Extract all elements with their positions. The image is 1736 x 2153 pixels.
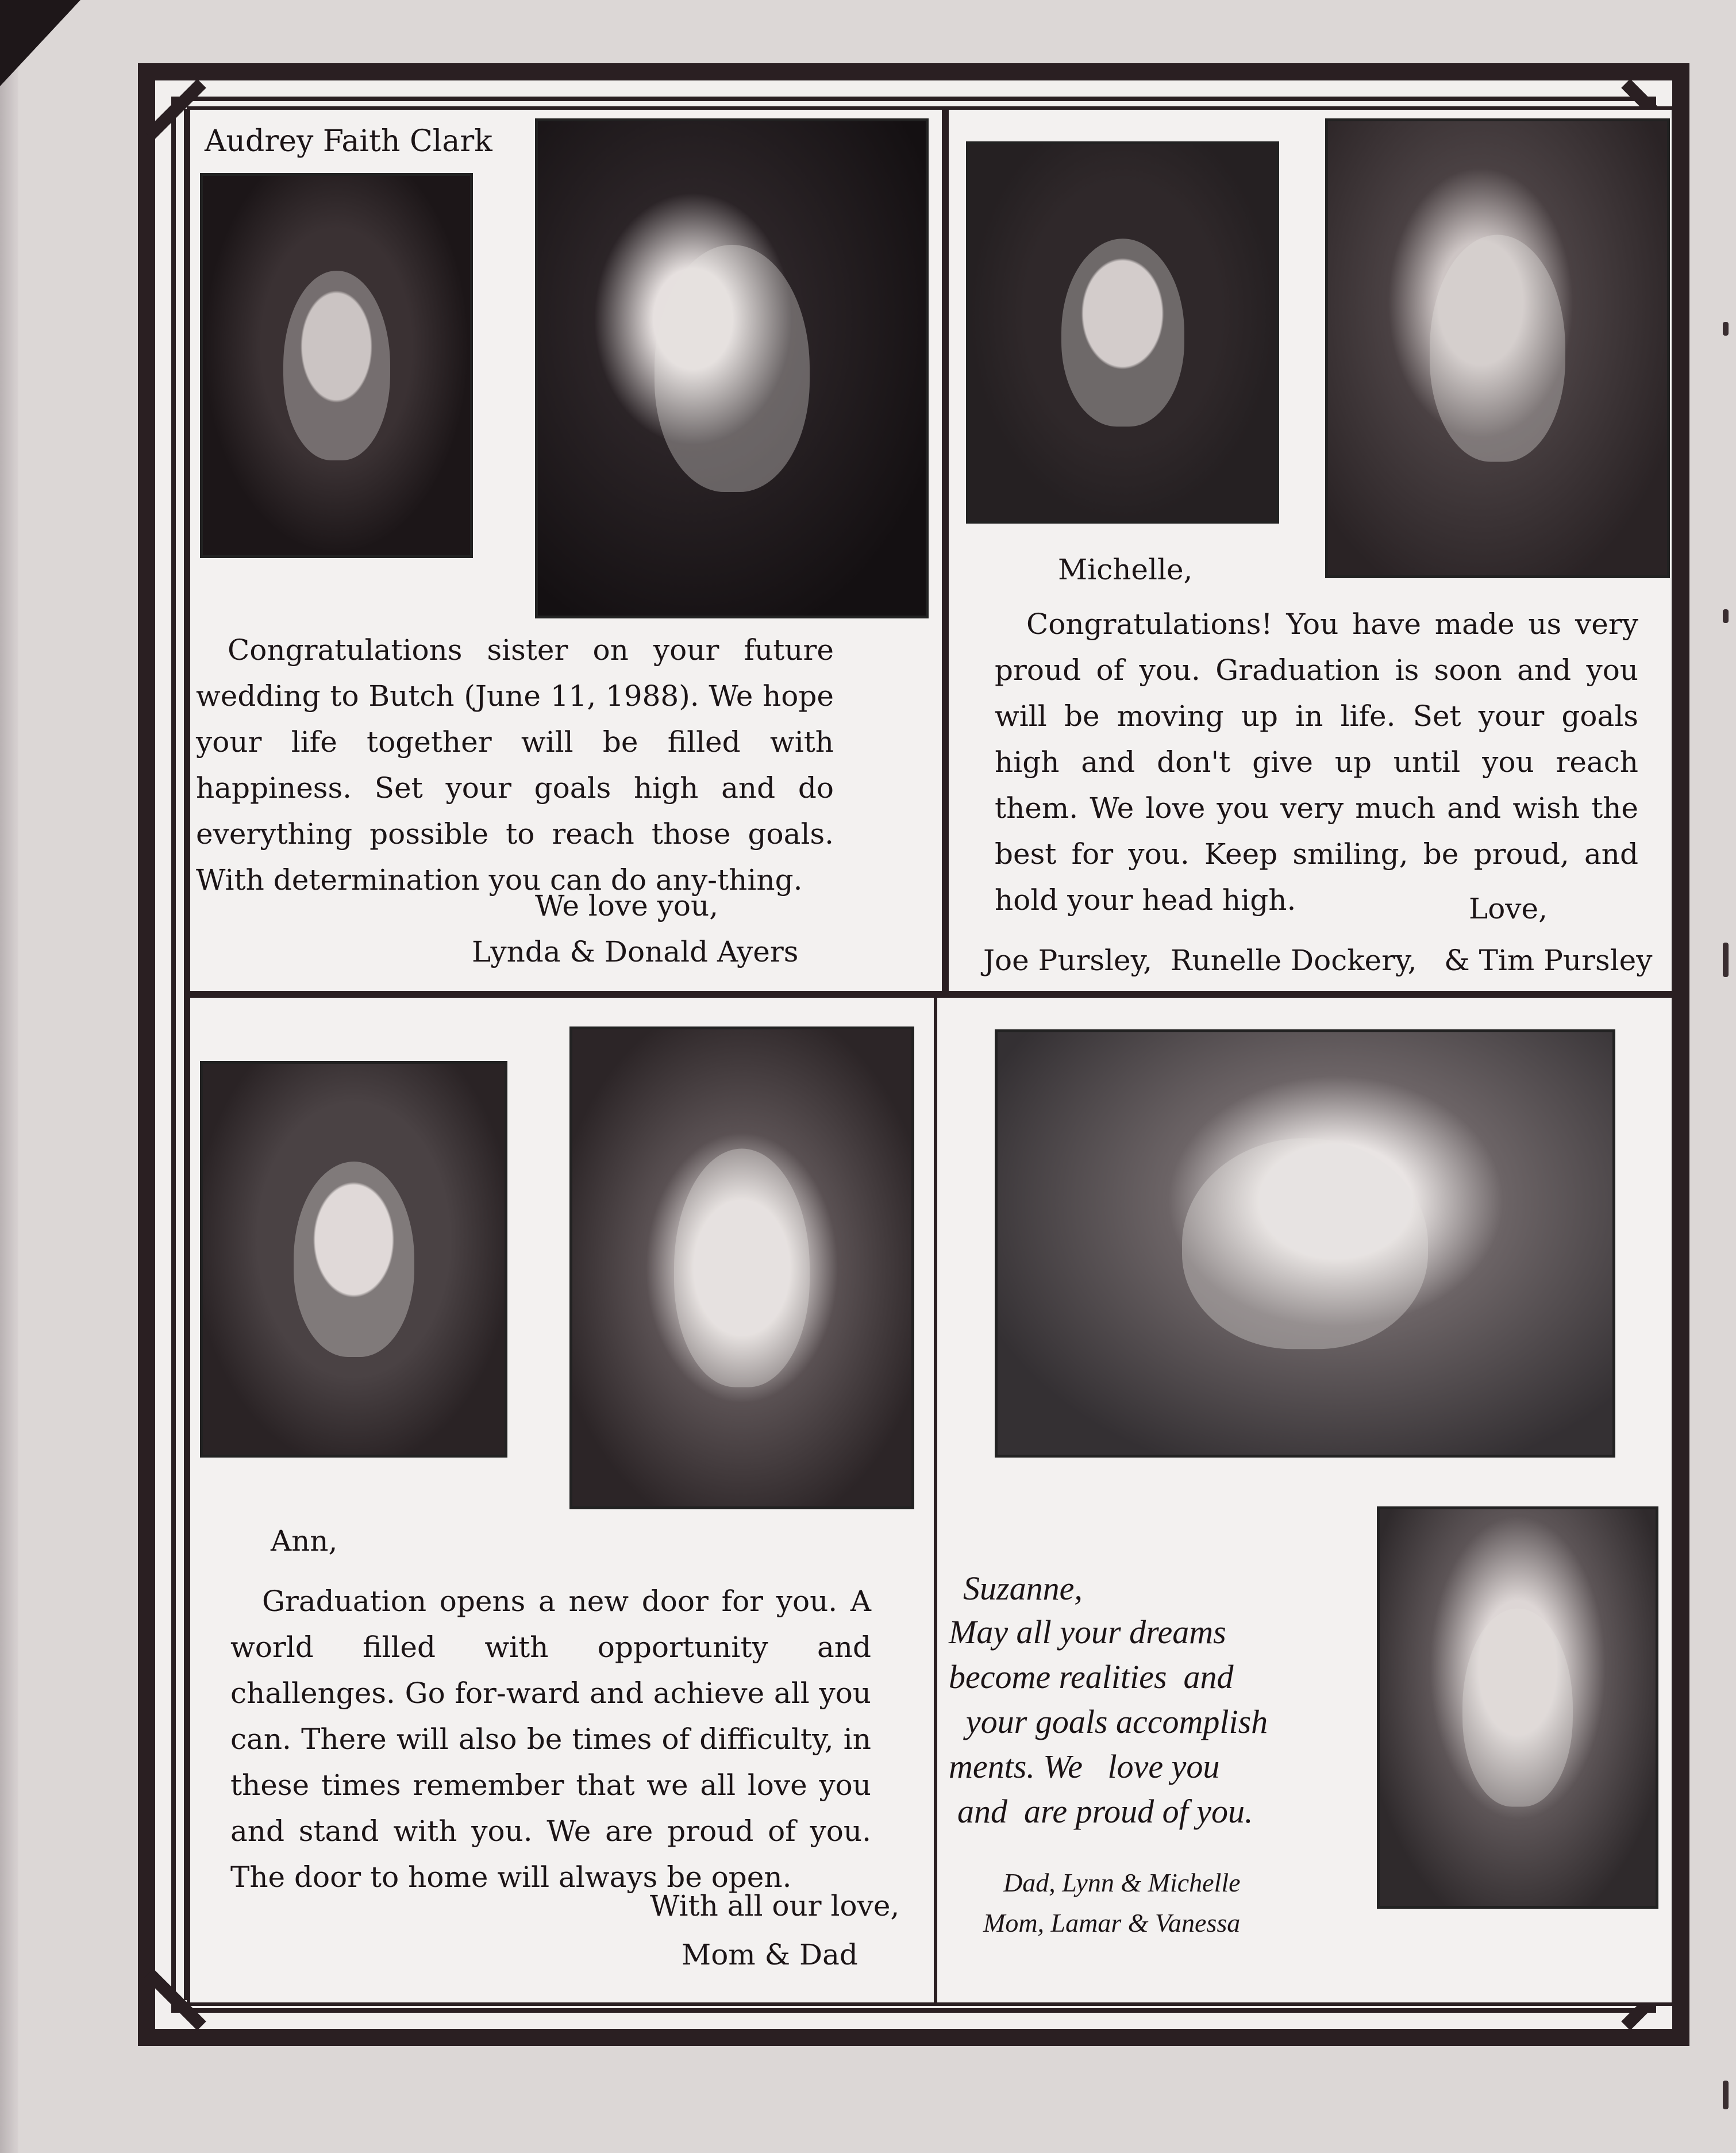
portrait-figure bbox=[1061, 239, 1184, 427]
message-line: ments. We love you bbox=[949, 1748, 1220, 1785]
closing-text: We love you, bbox=[535, 889, 719, 922]
message-text: Congratulations! You have made us very proud of you. Graduation is soon and you will be moving up in life. Set your goals high and don't give up until you reach them. We love you very much and wish the best for you. Keep smiling, be proud, and hold your head high. bbox=[995, 608, 1638, 917]
message-text: Congratulations sister on your future wedding to Butch (June 11, 1988). We hope your life together will be filled with happiness. Set your goals high and do everything possible to reach those goals. With determination you can do any-thing. bbox=[196, 633, 834, 897]
scan-corner bbox=[0, 0, 80, 86]
child-figure bbox=[1462, 1609, 1573, 1807]
seated-photo bbox=[569, 1026, 914, 1509]
couple-photo bbox=[1325, 118, 1670, 578]
portrait-photo bbox=[200, 173, 473, 558]
salutation-text: Ann, bbox=[271, 1524, 338, 1558]
panel-title: Audrey Faith Clark bbox=[205, 124, 492, 159]
closing-text: With all our love, bbox=[650, 1889, 900, 1923]
couple-figure bbox=[1430, 235, 1565, 462]
portrait-figure bbox=[294, 1162, 414, 1357]
seated-figure bbox=[674, 1149, 810, 1387]
scan-mark bbox=[1723, 322, 1729, 336]
message-line: May all your dreams bbox=[949, 1613, 1226, 1651]
message-line: your goals accomplish bbox=[966, 1703, 1268, 1740]
signature-line: Mom, Lamar & Vanessa bbox=[983, 1908, 1241, 1937]
salutation-text: Suzanne, bbox=[963, 1570, 1083, 1607]
couple-figure bbox=[655, 245, 810, 492]
portrait-photo bbox=[966, 141, 1279, 524]
signature-line: Dad, Lynn & Michelle bbox=[1003, 1868, 1241, 1897]
closing-text: Love, bbox=[1469, 892, 1548, 925]
scan-mark bbox=[1723, 2081, 1729, 2109]
child-photo bbox=[1377, 1506, 1658, 1909]
panel-suzanne bbox=[934, 994, 1675, 2006]
panel-michelle bbox=[945, 106, 1675, 994]
scan-mark bbox=[1723, 943, 1729, 977]
salutation-text: Michelle, bbox=[1058, 553, 1193, 586]
panel-audrey bbox=[187, 106, 945, 994]
signature-text: Lynda & Donald Ayers bbox=[472, 935, 799, 968]
signature-text: Joe Pursley, Runelle Dockery, & Tim Pursley bbox=[983, 944, 1653, 977]
outdoor-photo bbox=[995, 1029, 1615, 1458]
message-line: and are proud of you. bbox=[957, 1793, 1253, 1830]
message-line: become realities and bbox=[949, 1658, 1234, 1696]
panel-ann bbox=[187, 994, 945, 2006]
portrait-photo bbox=[200, 1061, 507, 1458]
message-text: Graduation opens a new door for you. A world filled with opportunity and challenges. Go for-ward and achieve all you can. There will also be times of difficulty, in these times remember that we all love you and stand with you. We are proud of you. The door to home will always be open. bbox=[230, 1585, 871, 1894]
portrait-figure bbox=[283, 271, 390, 460]
couple-photo bbox=[535, 118, 929, 618]
signature-text: Mom & Dad bbox=[682, 1938, 858, 1971]
outdoor-figure bbox=[1182, 1138, 1428, 1350]
scan-mark bbox=[1723, 609, 1729, 623]
scan-edge bbox=[0, 0, 18, 2153]
